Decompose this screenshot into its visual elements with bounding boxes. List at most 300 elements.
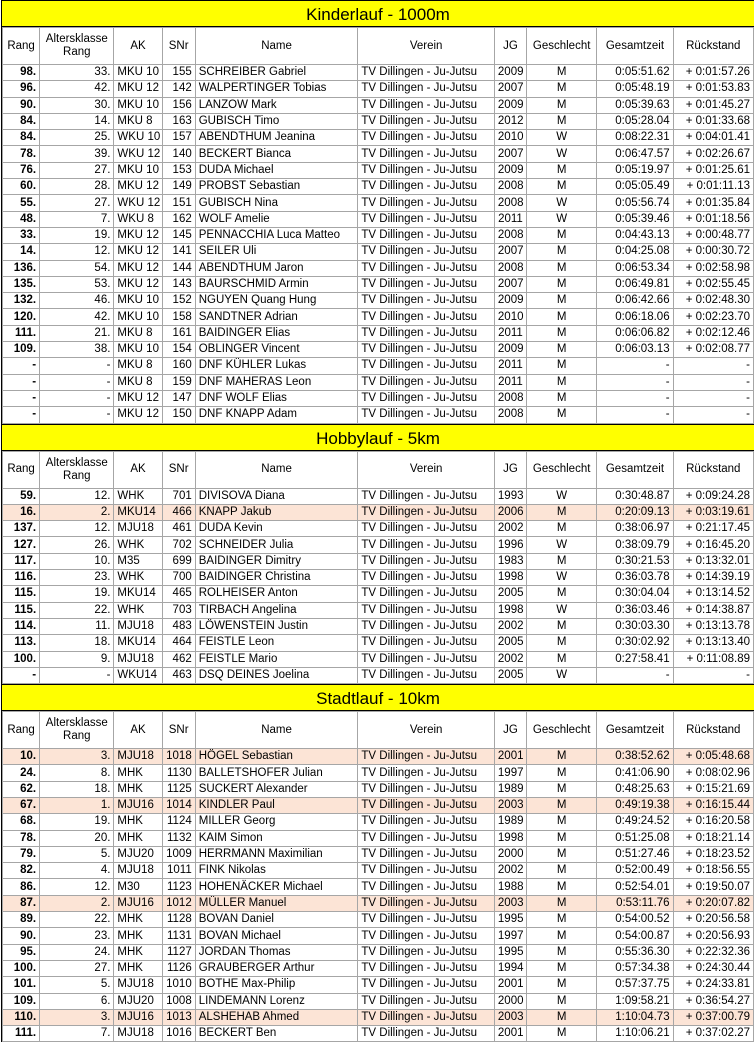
cell-ak: MKU 8 [114,325,162,341]
cell-jg: 2003 [494,797,526,813]
cell-snr: 1124 [162,814,195,830]
cell-ak: MKU 10 [114,65,162,81]
cell-snr: 140 [162,146,195,162]
table-row [3,211,754,227]
cell-ak-rang: 6. [40,993,114,1009]
cell-snr: 143 [162,276,195,292]
cell-gesamtzeit: 0:49:19.38 [597,797,673,813]
cell-name: DNF KÜHLER Lukas [195,358,358,374]
cell-jg: 2007 [494,276,526,292]
table-row [3,570,754,586]
cell-verein: TV Dillingen - Ju-Jutsu [358,390,495,406]
cell-geschlecht: W [527,537,597,553]
cell-ak: MKU 12 [114,244,162,260]
results-sheet [1,0,754,1042]
cell-rueckstand: + 0:18:56.55 [673,863,753,879]
cell-ak: MJU18 [114,863,162,879]
cell-name: PROBST Sebastian [195,179,358,195]
cell-jg: 2011 [494,325,526,341]
cell-name: NGUYEN Quang Hung [195,293,358,309]
cell-gesamtzeit: - [597,374,673,390]
cell-geschlecht: M [527,113,597,129]
cell-rang: - [3,407,40,423]
cell-verein: TV Dillingen - Ju-Jutsu [358,227,495,243]
cell-geschlecht: M [527,342,597,358]
cell-ak: WHK [114,570,162,586]
cell-rueckstand: + 0:02:58.98 [673,260,753,276]
cell-ak-rang: 2. [40,504,114,520]
cell-name: PENNACCHIA Luca Matteo [195,227,358,243]
cell-rueckstand: + 0:02:48.30 [673,293,753,309]
cell-rang: 132. [3,293,40,309]
cell-gesamtzeit: 0:48:25.63 [597,781,673,797]
column-header-ak: AK [114,28,162,65]
cell-geschlecht: M [527,162,597,178]
column-header-verein: Verein [358,451,495,488]
cell-rang: 137. [3,521,40,537]
table-row [3,928,754,944]
cell-snr: 160 [162,358,195,374]
cell-ak: MKU 12 [114,260,162,276]
cell-rang: 82. [3,863,40,879]
cell-gesamtzeit: 0:05:05.49 [597,179,673,195]
cell-geschlecht: M [527,553,597,569]
cell-rang: 24. [3,765,40,781]
cell-snr: 1012 [162,895,195,911]
cell-rueckstand: + 0:02:26.67 [673,146,753,162]
cell-ak: M35 [114,553,162,569]
cell-rang: 114. [3,618,40,634]
cell-geschlecht: W [527,570,597,586]
cell-rang: 48. [3,211,40,227]
column-header-ak: AK [114,451,162,488]
column-header-jg: JG [494,451,526,488]
cell-jg: 2007 [494,146,526,162]
cell-snr: 151 [162,195,195,211]
cell-ak-rang: 30. [40,97,114,113]
column-header-snr: SNr [162,28,195,65]
cell-snr: 156 [162,97,195,113]
table-row [3,912,754,928]
header-row [3,712,754,749]
table-row [3,553,754,569]
cell-rang: 68. [3,814,40,830]
cell-verein: TV Dillingen - Ju-Jutsu [358,944,495,960]
column-header-ak-rang: Altersklasse Rang [40,28,114,65]
cell-rueckstand: - [673,667,753,683]
cell-rang: 101. [3,977,40,993]
cell-gesamtzeit: 0:06:42.66 [597,293,673,309]
cell-ak: MJU20 [114,846,162,862]
cell-gesamtzeit: 0:05:48.19 [597,81,673,97]
column-header-gesamtzeit: Gesamtzeit [597,712,673,749]
cell-geschlecht: M [527,374,597,390]
table-row [3,488,754,504]
cell-ak: WKU 10 [114,130,162,146]
table-row [3,97,754,113]
cell-snr: 1131 [162,928,195,944]
cell-geschlecht: M [527,895,597,911]
column-header-ak: AK [114,712,162,749]
cell-snr: 1016 [162,1026,195,1042]
cell-snr: 1125 [162,781,195,797]
cell-gesamtzeit: 0:30:02.92 [597,635,673,651]
cell-ak: MHK [114,912,162,928]
results-table [2,451,754,685]
cell-verein: TV Dillingen - Ju-Jutsu [358,928,495,944]
cell-geschlecht: M [527,293,597,309]
cell-verein: TV Dillingen - Ju-Jutsu [358,846,495,862]
cell-ak: MJU20 [114,993,162,1009]
cell-jg: 1998 [494,570,526,586]
cell-geschlecht: M [527,244,597,260]
cell-verein: TV Dillingen - Ju-Jutsu [358,553,495,569]
cell-jg: 2011 [494,374,526,390]
cell-ak-rang: 12. [40,488,114,504]
cell-snr: 703 [162,602,195,618]
cell-ak: WHK [114,602,162,618]
cell-jg: 2000 [494,846,526,862]
cell-rueckstand: + 0:01:53.83 [673,81,753,97]
table-row [3,618,754,634]
table-row [3,65,754,81]
cell-rang: 90. [3,97,40,113]
cell-jg: 2006 [494,504,526,520]
cell-ak: MHK [114,944,162,960]
column-header-geschlecht: Geschlecht [527,712,597,749]
cell-ak-rang: 38. [40,342,114,358]
cell-ak: MKU 10 [114,293,162,309]
cell-name: LINDEMANN Lorenz [195,993,358,1009]
cell-jg: 2002 [494,618,526,634]
cell-ak-rang: 42. [40,309,114,325]
cell-ak-rang: 5. [40,846,114,862]
cell-ak-rang: - [40,358,114,374]
cell-ak-rang: - [40,407,114,423]
cell-name: DNF WOLF Elias [195,390,358,406]
cell-ak-rang: 23. [40,570,114,586]
cell-geschlecht: M [527,912,597,928]
column-header-name: Name [195,712,358,749]
column-header-jg: JG [494,28,526,65]
cell-rang: 33. [3,227,40,243]
cell-ak-rang: 7. [40,1026,114,1042]
cell-rueckstand: + 0:04:01.41 [673,130,753,146]
cell-ak-rang: 12. [40,521,114,537]
table-row [3,537,754,553]
cell-gesamtzeit: 0:54:00.87 [597,928,673,944]
table-row [3,814,754,830]
cell-rang: 117. [3,553,40,569]
cell-name: ABENDTHUM Jeanina [195,130,358,146]
cell-rueckstand: + 0:01:35.84 [673,195,753,211]
cell-gesamtzeit: 0:57:37.75 [597,977,673,993]
cell-rang: 78. [3,146,40,162]
cell-ak: WKU 12 [114,146,162,162]
cell-verein: TV Dillingen - Ju-Jutsu [358,130,495,146]
cell-rueckstand: + 0:14:38.87 [673,602,753,618]
cell-ak: MKU 12 [114,276,162,292]
cell-rang: 109. [3,993,40,1009]
cell-jg: 2007 [494,81,526,97]
cell-ak: WHK [114,488,162,504]
cell-snr: 1009 [162,846,195,862]
cell-name: SUCKERT Alexander [195,781,358,797]
cell-jg: 2011 [494,358,526,374]
cell-name: KINDLER Paul [195,797,358,813]
table-row [3,325,754,341]
cell-ak-rang: 10. [40,553,114,569]
cell-jg: 2008 [494,260,526,276]
cell-verein: TV Dillingen - Ju-Jutsu [358,635,495,651]
column-header-rang: Rang [3,28,40,65]
cell-snr: 1011 [162,863,195,879]
cell-verein: TV Dillingen - Ju-Jutsu [358,179,495,195]
cell-rueckstand: + 0:02:08.77 [673,342,753,358]
cell-rueckstand: + 0:19:50.07 [673,879,753,895]
cell-geschlecht: M [527,325,597,341]
cell-snr: 699 [162,553,195,569]
cell-rueckstand: + 0:13:32.01 [673,553,753,569]
cell-jg: 2002 [494,651,526,667]
cell-rang: 62. [3,781,40,797]
cell-ak-rang: 8. [40,765,114,781]
cell-verein: TV Dillingen - Ju-Jutsu [358,521,495,537]
cell-snr: 1018 [162,749,195,765]
cell-snr: 152 [162,293,195,309]
cell-gesamtzeit: 0:30:21.53 [597,553,673,569]
cell-name: FEISTLE Mario [195,651,358,667]
cell-jg: 2009 [494,342,526,358]
cell-verein: TV Dillingen - Ju-Jutsu [358,781,495,797]
column-header-name: Name [195,451,358,488]
column-header-rueckstand: Rückstand [673,28,753,65]
cell-rang: 10. [3,749,40,765]
cell-verein: TV Dillingen - Ju-Jutsu [358,488,495,504]
cell-geschlecht: M [527,504,597,520]
cell-verein: TV Dillingen - Ju-Jutsu [358,358,495,374]
cell-name: DIVISOVA Diana [195,488,358,504]
cell-rang: 60. [3,179,40,195]
column-header-name: Name [195,28,358,65]
cell-ak: MHK [114,928,162,944]
cell-ak: MHK [114,765,162,781]
cell-gesamtzeit: 0:06:49.81 [597,276,673,292]
cell-rang: - [3,374,40,390]
cell-name: SCHREIBER Gabriel [195,65,358,81]
cell-rang: 109. [3,342,40,358]
cell-jg: 2008 [494,390,526,406]
cell-rueckstand: + 0:16:15.44 [673,797,753,813]
cell-gesamtzeit: 0:51:27.46 [597,846,673,862]
column-header-snr: SNr [162,712,195,749]
cell-geschlecht: M [527,521,597,537]
cell-snr: 153 [162,162,195,178]
cell-gesamtzeit: 0:30:03.30 [597,618,673,634]
cell-ak: MJU18 [114,651,162,667]
cell-ak-rang: 27. [40,960,114,976]
cell-jg: 1983 [494,553,526,569]
cell-ak-rang: - [40,667,114,683]
cell-rueckstand: - [673,390,753,406]
cell-geschlecht: M [527,407,597,423]
cell-ak-rang: 54. [40,260,114,276]
cell-verein: TV Dillingen - Ju-Jutsu [358,293,495,309]
cell-verein: TV Dillingen - Ju-Jutsu [358,504,495,520]
cell-ak: MKU 12 [114,407,162,423]
cell-name: GUBISCH Nina [195,195,358,211]
cell-geschlecht: W [527,602,597,618]
cell-ak-rang: 22. [40,602,114,618]
cell-name: SCHNEIDER Julia [195,537,358,553]
cell-ak-rang: 22. [40,912,114,928]
cell-rueckstand: + 0:20:07.82 [673,895,753,911]
cell-verein: TV Dillingen - Ju-Jutsu [358,797,495,813]
cell-rang: 113. [3,635,40,651]
table-row [3,81,754,97]
cell-gesamtzeit: 0:27:58.41 [597,651,673,667]
cell-gesamtzeit: 0:30:48.87 [597,488,673,504]
cell-gesamtzeit: 1:09:58.21 [597,993,673,1009]
cell-ak: MKU 8 [114,358,162,374]
cell-geschlecht: M [527,390,597,406]
results-table [2,711,754,1042]
cell-rang: 79. [3,846,40,862]
cell-verein: TV Dillingen - Ju-Jutsu [358,570,495,586]
cell-name: DNF MAHERAS Leon [195,374,358,390]
cell-name: DNF KNAPP Adam [195,407,358,423]
cell-gesamtzeit: - [597,667,673,683]
cell-ak-rang: 46. [40,293,114,309]
table-row [3,113,754,129]
cell-ak: WKU 8 [114,211,162,227]
cell-gesamtzeit: 0:57:34.38 [597,960,673,976]
cell-jg: 2009 [494,97,526,113]
cell-gesamtzeit: 0:20:09.13 [597,504,673,520]
cell-ak: MKU 12 [114,227,162,243]
cell-ak: WKU14 [114,667,162,683]
cell-ak: MHK [114,830,162,846]
cell-gesamtzeit: 0:04:43.13 [597,227,673,243]
cell-ak-rang: - [40,390,114,406]
results-table [2,27,754,424]
cell-verein: TV Dillingen - Ju-Jutsu [358,749,495,765]
cell-snr: 1128 [162,912,195,928]
cell-snr: 147 [162,390,195,406]
cell-geschlecht: M [527,260,597,276]
cell-ak-rang: 19. [40,586,114,602]
cell-rueckstand: + 0:01:33.68 [673,113,753,129]
cell-rueckstand: - [673,407,753,423]
cell-rang: 96. [3,81,40,97]
cell-snr: 1132 [162,830,195,846]
cell-jg: 2001 [494,977,526,993]
cell-gesamtzeit: 0:38:06.97 [597,521,673,537]
cell-ak-rang: 26. [40,537,114,553]
cell-name: GRAUBERGER Arthur [195,960,358,976]
cell-geschlecht: M [527,814,597,830]
cell-jg: 1995 [494,944,526,960]
cell-rueckstand: + 0:18:23.52 [673,846,753,862]
cell-gesamtzeit: 0:05:39.63 [597,97,673,113]
cell-name: BECKERT Ben [195,1026,358,1042]
cell-jg: 2011 [494,211,526,227]
cell-rueckstand: + 0:01:45.27 [673,97,753,113]
cell-gesamtzeit: 0:06:47.57 [597,146,673,162]
cell-rang: 16. [3,504,40,520]
cell-verein: TV Dillingen - Ju-Jutsu [358,407,495,423]
cell-ak-rang: 28. [40,179,114,195]
cell-rang: 59. [3,488,40,504]
cell-ak: MKU14 [114,635,162,651]
cell-geschlecht: M [527,1009,597,1025]
cell-ak: MJU18 [114,521,162,537]
cell-snr: 464 [162,635,195,651]
cell-verein: TV Dillingen - Ju-Jutsu [358,977,495,993]
table-row [3,244,754,260]
cell-ak: MJU18 [114,1026,162,1042]
cell-snr: 144 [162,260,195,276]
cell-ak: MKU 10 [114,342,162,358]
cell-jg: 1998 [494,830,526,846]
cell-gesamtzeit: 0:38:09.79 [597,537,673,553]
cell-ak-rang: 9. [40,651,114,667]
cell-verein: TV Dillingen - Ju-Jutsu [358,618,495,634]
cell-verein: TV Dillingen - Ju-Jutsu [358,260,495,276]
cell-gesamtzeit: 0:41:06.90 [597,765,673,781]
cell-ak-rang: 2. [40,895,114,911]
table-row [3,863,754,879]
cell-name: BOTHE Max-Philip [195,977,358,993]
cell-jg: 2009 [494,162,526,178]
table-row [3,667,754,683]
cell-jg: 2007 [494,244,526,260]
cell-ak-rang: 14. [40,113,114,129]
cell-gesamtzeit: - [597,390,673,406]
cell-jg: 2009 [494,293,526,309]
cell-geschlecht: W [527,146,597,162]
cell-name: LANZOW Mark [195,97,358,113]
cell-name: BECKERT Bianca [195,146,358,162]
cell-rueckstand: + 0:01:11.13 [673,179,753,195]
cell-ak-rang: 11. [40,618,114,634]
table-row [3,293,754,309]
cell-ak-rang: 21. [40,325,114,341]
cell-snr: 1014 [162,797,195,813]
cell-geschlecht: M [527,749,597,765]
cell-ak-rang: 5. [40,977,114,993]
cell-geschlecht: W [527,667,597,683]
cell-verein: TV Dillingen - Ju-Jutsu [358,602,495,618]
cell-snr: 1010 [162,977,195,993]
cell-geschlecht: W [527,195,597,211]
cell-ak: MHK [114,960,162,976]
cell-gesamtzeit: 0:05:19.97 [597,162,673,178]
cell-rang: 14. [3,244,40,260]
cell-rueckstand: + 0:00:48.77 [673,227,753,243]
cell-rueckstand: + 0:13:13.40 [673,635,753,651]
column-header-gesamtzeit: Gesamtzeit [597,451,673,488]
cell-name: DUDA Kevin [195,521,358,537]
table-row [3,179,754,195]
cell-ak: M30 [114,879,162,895]
cell-geschlecht: M [527,309,597,325]
cell-snr: 157 [162,130,195,146]
cell-ak: MHK [114,814,162,830]
cell-gesamtzeit: 0:30:04.04 [597,586,673,602]
cell-snr: 145 [162,227,195,243]
table-row [3,1026,754,1042]
